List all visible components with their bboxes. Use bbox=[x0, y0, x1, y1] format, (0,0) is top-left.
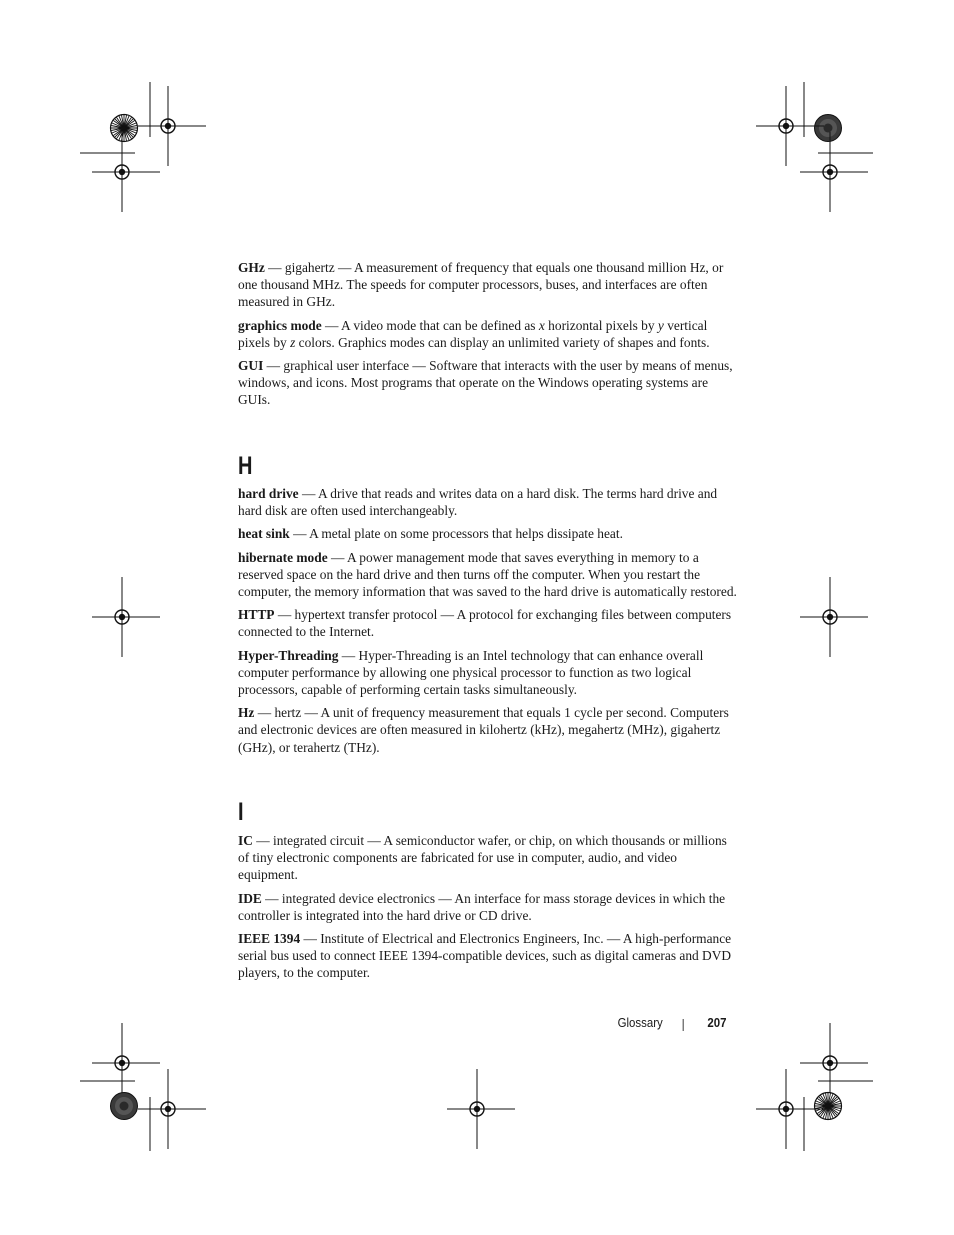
glossary-entry-ide bbox=[238, 890, 738, 924]
glossary-definition-part: horizontal pixels by bbox=[544, 317, 658, 333]
glossary-definition: — graphical user interface — Software that interacts with the user by means of menus, windows, and icons. Most programs that operate on the Windows operating systems are GUIs. bbox=[238, 358, 733, 408]
glossary-term: IDE bbox=[238, 890, 262, 906]
glossary-term: IEEE 1394 bbox=[238, 931, 301, 947]
glossary-entry-hibernate-mode bbox=[238, 549, 738, 601]
footer-separator bbox=[683, 1019, 684, 1031]
page-number: 207 bbox=[707, 1015, 727, 1030]
glossary-entry-ghz bbox=[238, 259, 738, 311]
glossary-definition-part: — A video mode that can be defined as bbox=[321, 317, 539, 333]
glossary-term: Hyper-Threading bbox=[238, 647, 339, 663]
glossary-entry-hz bbox=[238, 704, 738, 756]
glossary-entry-gui bbox=[238, 357, 738, 409]
glossary-term: graphics mode bbox=[238, 317, 322, 333]
glossary-definition: — integrated device electronics — An interface for mass storage devices in which the controller is integrated into the hard drive or CD drive. bbox=[238, 890, 726, 923]
variable-z: z bbox=[290, 334, 296, 350]
glossary-entry-hyper-threading bbox=[238, 647, 738, 699]
glossary-definition: — A power management mode that saves everything in memory to a reserved space on the hard drive and then turns off the computer. When you restart the computer, the memory information that was saved to the hard drive is automatically restored. bbox=[238, 549, 737, 600]
glossary-entry-ieee-1394 bbox=[238, 930, 738, 982]
glossary-entry-hard-drive bbox=[238, 485, 738, 519]
glossary-definition: — Institute of Electrical and Electronics Engineers, Inc. — A high-performance serial bus used to connect IEEE 1394-compatible devices, such as digital cameras and DVD players, to the computer. bbox=[238, 931, 732, 981]
glossary-term: GUI bbox=[238, 358, 264, 374]
glossary-section-h bbox=[238, 485, 738, 762]
glossary-definition: — Hyper-Threading is an Intel technology that can enhance overall computer performance by allowing one physical processor to function as two logical processors, capable of performing certain tasks simultaneously. bbox=[238, 647, 704, 698]
glossary-entry-graphics-mode bbox=[238, 317, 738, 351]
glossary-definition: — hypertext transfer protocol — A protocol for exchanging files between computers connected to the Internet. bbox=[238, 607, 732, 640]
section-heading-h: H bbox=[238, 452, 253, 480]
glossary-definition: — gigahertz — A measurement of frequency that equals one thousand million Hz, or one thousand MHz. The speeds for computer processors, buses, and interfaces are often measured in GHz. bbox=[238, 260, 724, 310]
glossary-definition-part: colors. Graphics modes can display an unlimited variety of shapes and fonts. bbox=[295, 334, 710, 350]
variable-y: y bbox=[657, 317, 664, 333]
glossary-definition-part: vertical pixels by bbox=[238, 317, 708, 350]
section-heading-i: I bbox=[238, 798, 244, 826]
glossary-entry-heat-sink bbox=[238, 525, 738, 542]
glossary-definition: — hertz — A unit of frequency measurement that equals 1 cycle per second. Computers and electronic devices are often measured in kilohertz (kHz), megahertz (MHz), gigahertz (GHz), or terahertz (THz). bbox=[238, 705, 729, 755]
glossary-term: IC bbox=[238, 833, 253, 848]
glossary-term: hard drive bbox=[238, 486, 299, 501]
glossary-section-i bbox=[238, 832, 738, 988]
glossary-definition: — integrated circuit — A semiconductor wafer, or chip, on which thousands or millions of tiny electronic components are fabricated for use in computer, audio, and video equipment. bbox=[238, 833, 727, 883]
glossary-term: Hz bbox=[238, 705, 255, 721]
glossary-entry-ic bbox=[238, 832, 738, 884]
footer-section-label: Glossary bbox=[617, 1015, 663, 1030]
variable-x: x bbox=[538, 317, 545, 333]
glossary-definition: — A drive that reads and writes data on a hard disk. The terms hard drive and hard disk are often used interchangeably. bbox=[238, 486, 718, 519]
glossary-term: heat sink bbox=[238, 526, 290, 542]
glossary-term: HTTP bbox=[238, 607, 275, 623]
glossary-term: GHz bbox=[238, 260, 265, 275]
glossary-entry-http bbox=[238, 606, 738, 640]
glossary-section-g bbox=[238, 259, 738, 415]
glossary-term: hibernate mode bbox=[238, 549, 328, 565]
glossary-definition: — A metal plate on some processors that helps dissipate heat. bbox=[289, 526, 623, 542]
